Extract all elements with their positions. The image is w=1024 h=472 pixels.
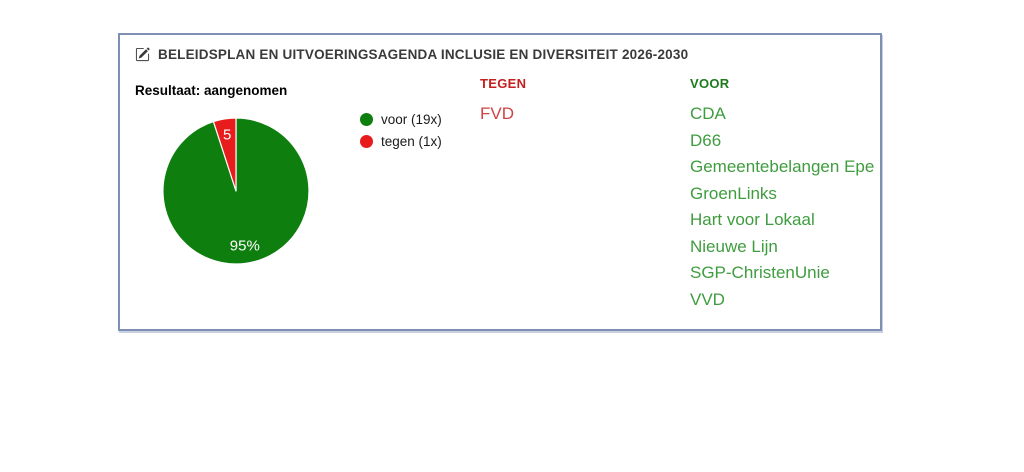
- legend-dot-icon: [360, 113, 373, 126]
- party-item: FVD: [480, 104, 514, 123]
- party-item: GroenLinks: [690, 183, 777, 203]
- pie-slice-label: 5: [223, 126, 232, 144]
- legend-item: [360, 112, 442, 127]
- voor-party-list: [690, 101, 874, 313]
- chart-legend: [360, 112, 442, 149]
- party-item: Hart voor Lokaal: [690, 210, 815, 229]
- pie-chart: [161, 116, 311, 266]
- tegen-party-list: [480, 101, 526, 128]
- vote-result-card: [118, 33, 882, 331]
- card-header: [135, 47, 688, 62]
- result-label: Resultaat: aangenomen: [135, 83, 288, 98]
- party-item: VVD: [690, 289, 725, 309]
- pie-slice-label: 95%: [229, 237, 260, 255]
- edit-icon[interactable]: [135, 47, 150, 62]
- tegen-column: [480, 76, 526, 128]
- legend-label: tegen (1x): [381, 134, 442, 149]
- legend-item: [360, 134, 442, 149]
- agenda-item-title: BELEIDSPLAN EN UITVOERINGSAGENDA INCLUSIE EN DIVERSITEIT 2026-2030: [158, 47, 689, 62]
- voor-header: VOOR: [690, 76, 730, 91]
- voor-column: [690, 76, 874, 313]
- party-item: Nieuwe Lijn: [690, 236, 778, 256]
- party-item: SGP-ChristenUnie: [690, 263, 830, 282]
- party-item: Gemeentebelangen Epe: [690, 157, 875, 176]
- legend-dot-icon: [360, 135, 373, 148]
- party-item: CDA: [690, 104, 726, 123]
- party-item: D66: [690, 130, 722, 150]
- legend-label: voor (19x): [381, 112, 442, 127]
- tegen-header: TEGEN: [480, 76, 527, 91]
